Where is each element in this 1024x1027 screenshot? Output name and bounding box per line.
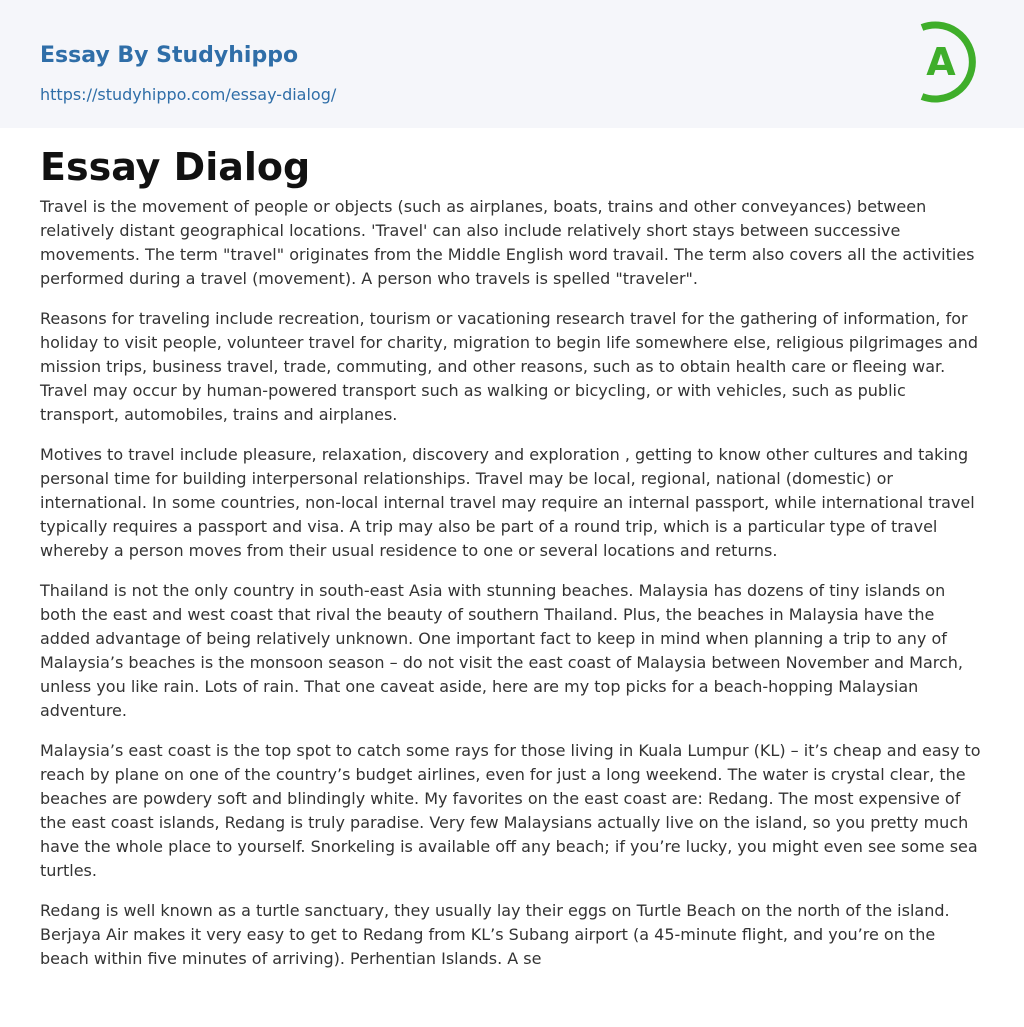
studyhippo-logo-icon[interactable] — [912, 19, 986, 105]
essay-title: Essay Dialog — [40, 145, 311, 189]
essay-paragraph: Thailand is not the only country in south-east Asia with stunning beaches. Malaysia has dozens of tiny islands on both the east and west coast that rival the beauty of southern Thailand. Plus, the beaches in Malaysia have the added advantage of being relatively unknown. One important fact to keep in mind when planning a trip to any of Malaysia’s beaches is the monsoon season – do not visit the east coast of Malaysia between November and March, unless you like rain. Lots of rain. That one caveat aside, here are my top picks for a beach-hopping Malaysian adventure. — [40, 581, 964, 720]
essay-content — [40, 143, 984, 987]
logo-letter: A — [926, 40, 956, 84]
essay-paragraph: Redang is well known as a turtle sanctuary, they usually lay their eggs on Turtle Beach on the north of the island. Berjaya Air makes it very easy to get to Redang from KL’s Subang airport (a 45-minute flight, and you’re on the beach within five minutes of arriving). Perhentian Islands. A se — [40, 901, 950, 968]
site-title[interactable]: Essay By Studyhippo — [40, 43, 299, 68]
essay-paragraph: Travel is the movement of people or objects (such as airplanes, boats, trains and other conveyances) between relatively distant geographical locations. 'Travel' can also include relatively short stays between successive movements. The term "travel" originates from the Middle English word travail. The term also covers all the activities performed during a travel (movement). A person who travels is spelled "traveler". — [40, 197, 975, 288]
page-header — [0, 0, 1024, 128]
essay-paragraph: Motives to travel include pleasure, relaxation, discovery and exploration , getting to know other cultures and taking personal time for building interpersonal relationships. Travel may be local, regional, national (domestic) or international. In some countries, non-local internal travel may require an internal passport, while international travel typically requires a passport and visa. A trip may also be part of a round trip, which is a particular type of travel whereby a person moves from their usual residence to one or several locations and returns. — [40, 445, 975, 560]
essay-paragraph: Reasons for traveling include recreation, tourism or vacationing research travel for the gathering of information, for holiday to visit people, volunteer travel for charity, migration to begin life somewhere else, religious pilgrimages and mission trips, business travel, trade, commuting, and other reasons, such as to obtain health care or fleeing war. Travel may occur by human-powered transport such as walking or bicycling, or with vehicles, such as public transport, automobiles, trains and airplanes. — [40, 309, 979, 424]
essay-url-link[interactable]: https://studyhippo.com/essay-dialog/ — [40, 85, 337, 104]
essay-paragraph: Malaysia’s east coast is the top spot to catch some rays for those living in Kuala Lumpur (KL) – it’s cheap and easy to reach by plane on one of the country’s budget airlines, even for just a long weekend. The water is crystal clear, the beaches are powdery soft and blindingly white. My favorites on the east coast are: Redang. The most expensive of the east coast islands, Redang is truly paradise. Very few Malaysians actually live on the island, so you pretty much have the whole place to yourself. Snorkeling is available off any beach; if you’re lucky, you might even see some sea turtles. — [40, 741, 981, 880]
